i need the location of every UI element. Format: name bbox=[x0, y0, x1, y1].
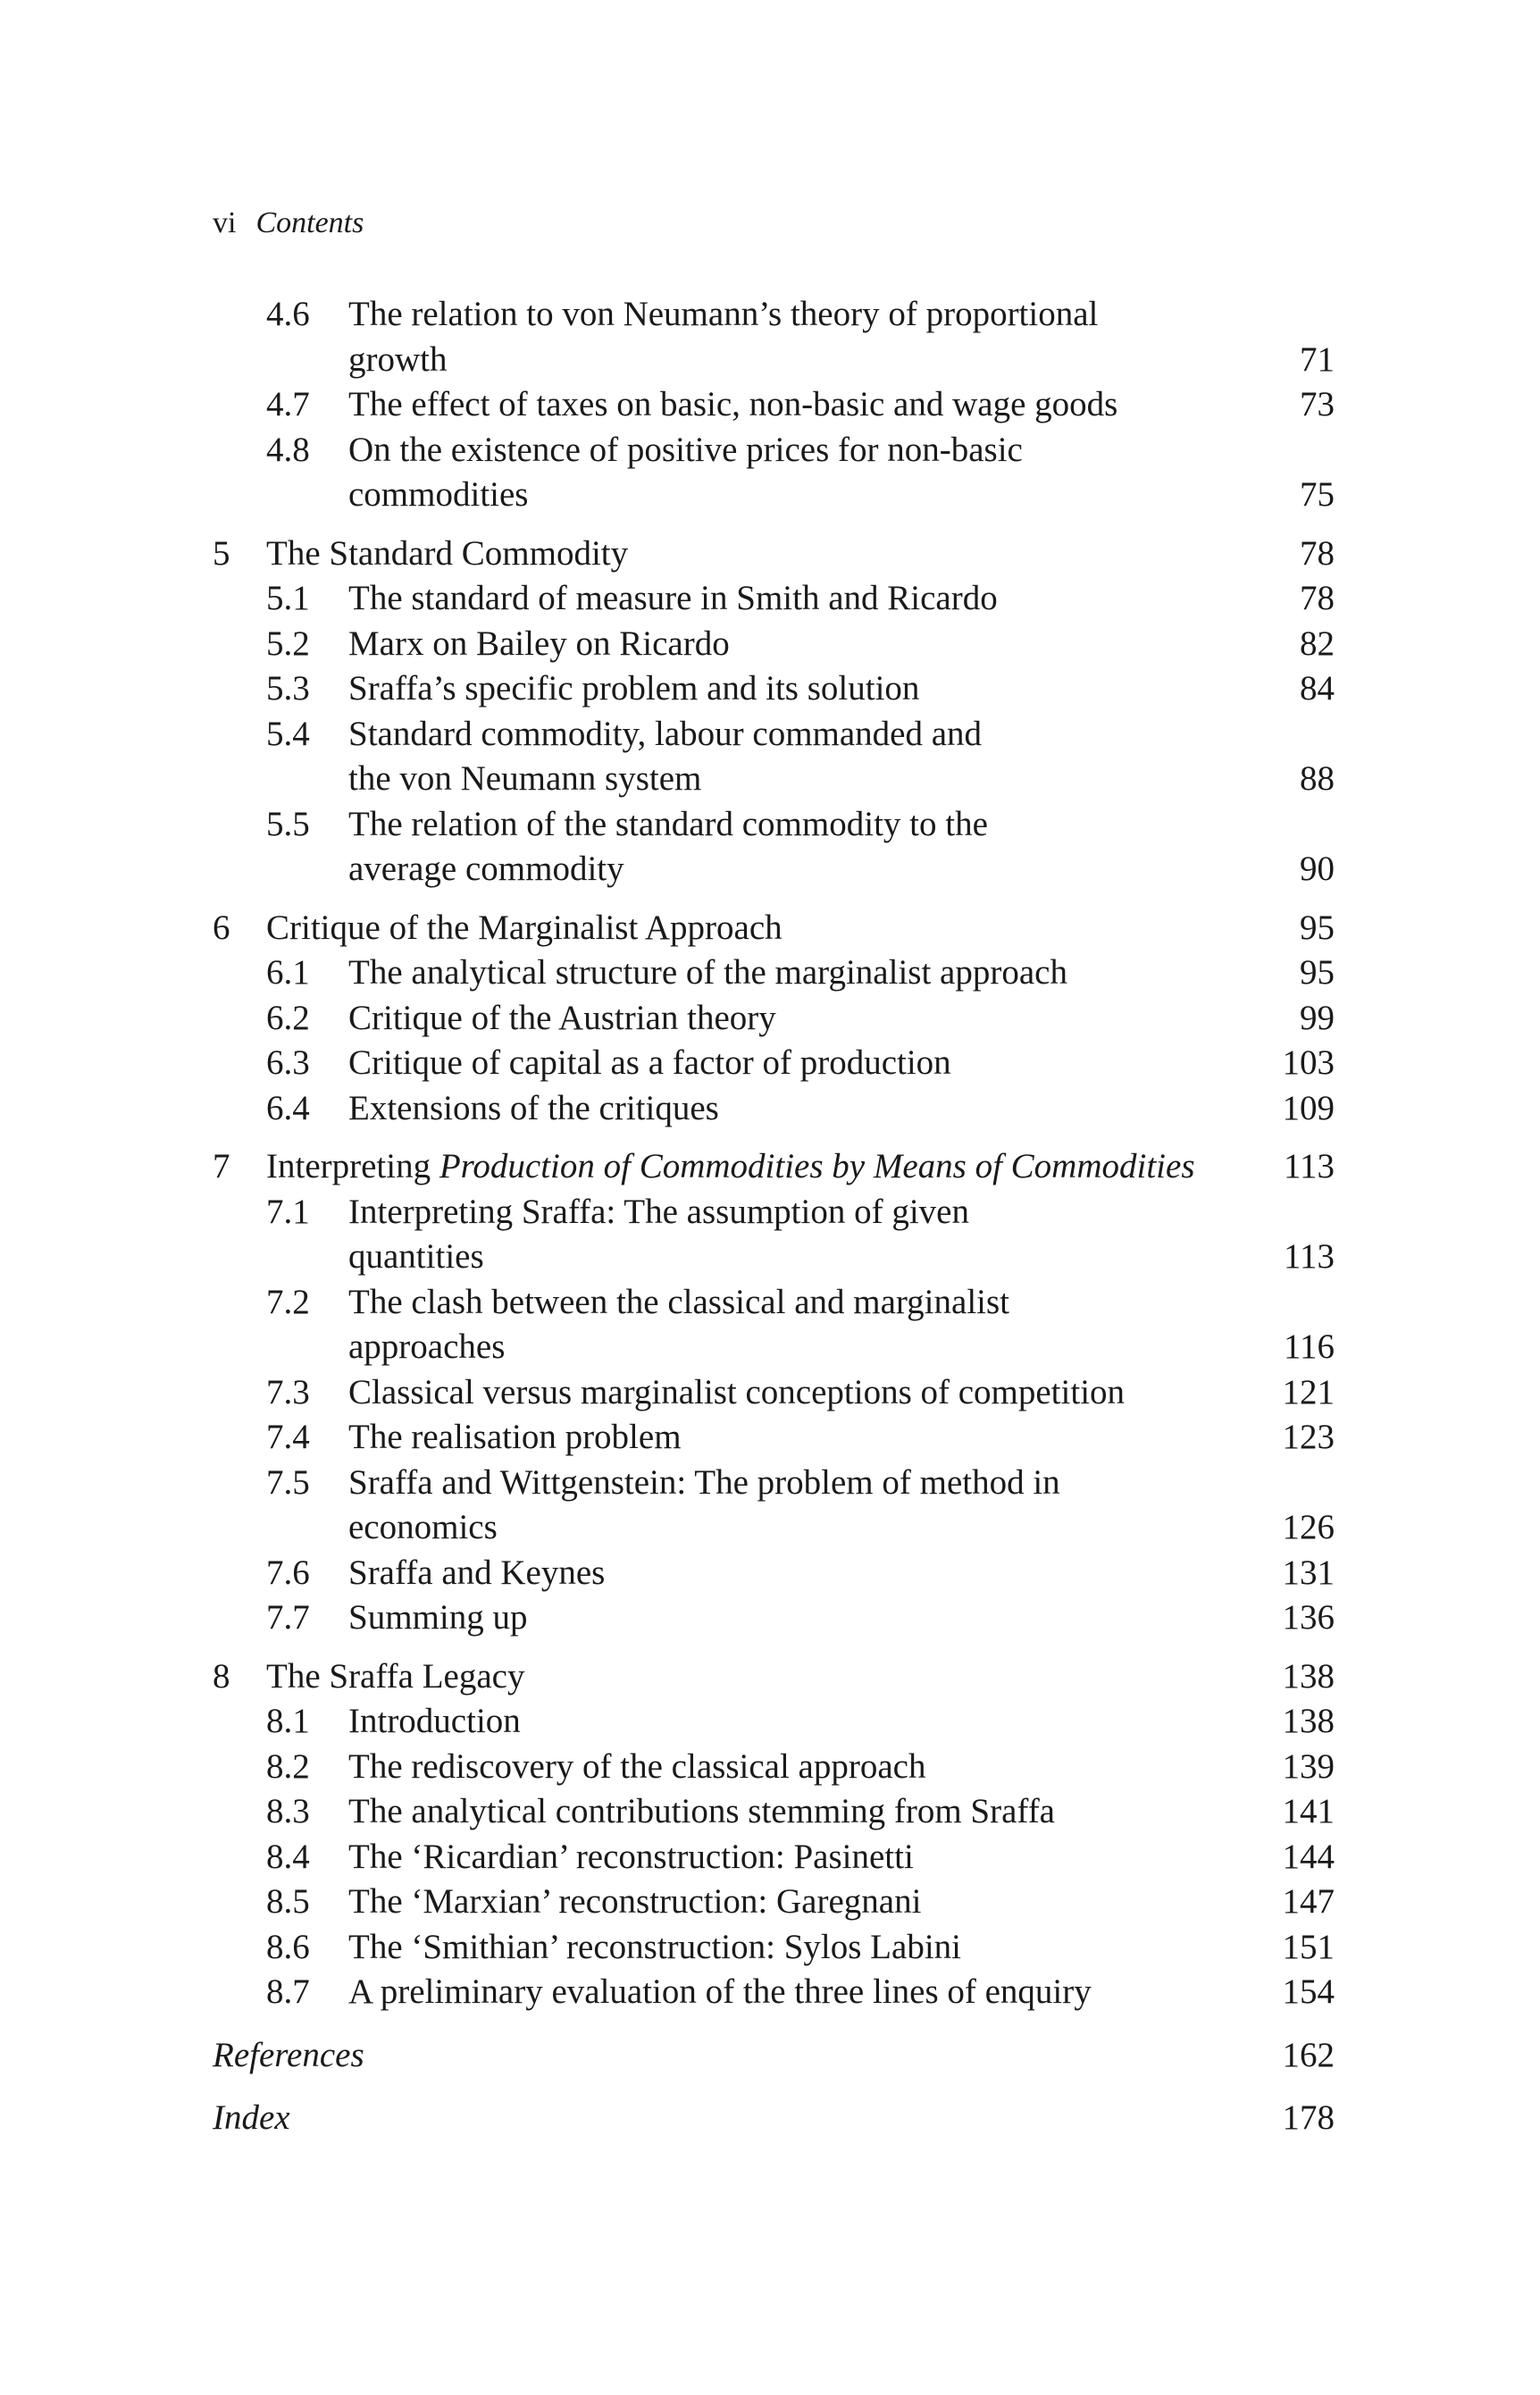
page-ref: 123 bbox=[1282, 1418, 1335, 1456]
section-number: 8.5 bbox=[266, 1882, 310, 1921]
page-ref: 116 bbox=[1283, 1327, 1335, 1366]
chapter-title-text: The Standard Commodity bbox=[266, 533, 629, 573]
section-number: 5.4 bbox=[266, 714, 310, 753]
section-number: 8.4 bbox=[266, 1837, 310, 1876]
chapter-title bbox=[266, 906, 783, 951]
section-entry bbox=[213, 428, 1335, 473]
section-number: 7.1 bbox=[266, 1192, 310, 1231]
section-number: 5.2 bbox=[266, 624, 310, 663]
back-matter-title: Index bbox=[213, 2098, 290, 2137]
page-ref: 144 bbox=[1282, 1837, 1335, 1876]
section-number: 7.5 bbox=[266, 1462, 310, 1502]
section-title: The relation to von Neumann’s theory of proportional bbox=[348, 295, 1099, 333]
section-number: 6.2 bbox=[266, 998, 310, 1037]
page-ref: 95 bbox=[1300, 908, 1335, 947]
chapter-number: 5 bbox=[213, 533, 230, 573]
section-title: The rediscovery of the classical approach bbox=[348, 1746, 926, 1786]
page-ref: 88 bbox=[1300, 759, 1335, 798]
chapter-title bbox=[266, 532, 628, 577]
page-ref: 138 bbox=[1282, 1656, 1335, 1696]
section-title: Standard commodity, labour commanded and bbox=[348, 714, 983, 753]
section-title: Marx on Bailey on Ricardo bbox=[348, 624, 730, 663]
section-title: economics bbox=[348, 1508, 498, 1546]
section-entry bbox=[213, 1086, 1335, 1132]
section-title: The relation of the standard commodity to the bbox=[348, 804, 988, 843]
section-title: Sraffa and Wittgenstein: The problem of method in bbox=[348, 1462, 1060, 1502]
section-number: 8.7 bbox=[266, 1972, 310, 2011]
section-entry bbox=[213, 1925, 1335, 1971]
page-ref: 75 bbox=[1300, 475, 1335, 514]
section-entry bbox=[213, 1595, 1335, 1641]
section-number: 7.2 bbox=[266, 1282, 310, 1321]
back-matter-title: References bbox=[213, 2035, 364, 2074]
section-title: average commodity bbox=[348, 850, 624, 888]
section-number: 4.7 bbox=[266, 385, 310, 423]
section-title: Extensions of the critiques bbox=[348, 1088, 719, 1127]
section-entry bbox=[213, 382, 1335, 428]
section-number: 5.1 bbox=[266, 579, 310, 617]
section-entry bbox=[213, 1551, 1335, 1596]
section-title: The effect of taxes on basic, non-basic and wage goods bbox=[348, 385, 1118, 423]
section-entry bbox=[213, 1745, 1335, 1790]
section-title: the von Neumann system bbox=[348, 759, 702, 798]
back-matter-entry bbox=[213, 2033, 1335, 2079]
section-number: 8.3 bbox=[266, 1792, 310, 1830]
toc-chapter-block bbox=[213, 1654, 1335, 2015]
toc-chapter-block bbox=[213, 532, 1335, 892]
section-title: Interpreting Sraffa: The assumption of given bbox=[348, 1192, 969, 1231]
page-ref: 82 bbox=[1300, 624, 1335, 663]
section-entry bbox=[213, 847, 1335, 892]
chapter-entry bbox=[213, 532, 1335, 577]
chapter-number: 8 bbox=[213, 1656, 230, 1696]
page-ref: 95 bbox=[1300, 953, 1335, 992]
toc-chapter-block bbox=[213, 906, 1335, 1132]
section-title: The analytical contributions stemming from Sraffa bbox=[348, 1792, 1055, 1830]
page-ref: 147 bbox=[1282, 1882, 1335, 1921]
page-ref: 162 bbox=[1282, 2035, 1335, 2074]
section-title: The clash between the classical and marginalist bbox=[348, 1282, 1010, 1321]
section-title: Sraffa’s specific problem and its solution bbox=[348, 669, 920, 708]
section-number: 7.6 bbox=[266, 1553, 310, 1592]
section-title: The ‘Smithian’ reconstruction: Sylos Labini bbox=[348, 1927, 961, 1966]
section-number: 7.7 bbox=[266, 1598, 310, 1637]
page-ref: 113 bbox=[1283, 1147, 1335, 1185]
page-ref: 90 bbox=[1300, 850, 1335, 888]
section-entry bbox=[213, 950, 1335, 996]
section-title: Critique of the Austrian theory bbox=[348, 998, 776, 1037]
section-entry bbox=[213, 622, 1335, 667]
page-ref: 78 bbox=[1300, 579, 1335, 617]
page-ref: 178 bbox=[1282, 2098, 1335, 2137]
section-title: On the existence of positive prices for non-basic bbox=[348, 430, 1023, 469]
section-entry bbox=[213, 1415, 1335, 1461]
chapter-title bbox=[266, 1144, 1195, 1190]
running-title: Contents bbox=[255, 206, 364, 239]
section-number: 7.3 bbox=[266, 1372, 310, 1411]
chapter-title-text: Critique of the Marginalist Approach bbox=[266, 908, 783, 947]
section-number: 8.1 bbox=[266, 1702, 310, 1740]
chapter-title bbox=[266, 1654, 524, 1700]
section-title: The ‘Marxian’ reconstruction: Garegnani bbox=[348, 1882, 922, 1921]
chapter-entry bbox=[213, 906, 1335, 951]
section-entry bbox=[213, 1370, 1335, 1416]
section-entry bbox=[213, 712, 1335, 758]
section-entry bbox=[213, 1789, 1335, 1835]
page-ref: 71 bbox=[1300, 339, 1335, 379]
toc-chapter-block bbox=[213, 292, 1335, 518]
chapter-number: 7 bbox=[213, 1147, 230, 1185]
chapter-title-text: The Sraffa Legacy bbox=[266, 1656, 525, 1696]
section-title: growth bbox=[348, 339, 448, 379]
section-entry bbox=[213, 1880, 1335, 1925]
page-ref: 99 bbox=[1300, 998, 1335, 1037]
section-number: 8.2 bbox=[266, 1746, 310, 1786]
page-ref: 138 bbox=[1282, 1702, 1335, 1740]
page-ref: 151 bbox=[1282, 1927, 1335, 1966]
toc-chapter-block bbox=[213, 1144, 1335, 1641]
section-title: Classical versus marginalist conceptions of competition bbox=[348, 1372, 1126, 1411]
section-title: commodities bbox=[348, 475, 529, 514]
section-entry bbox=[213, 1190, 1335, 1235]
section-number: 4.6 bbox=[266, 295, 310, 333]
section-title: Sraffa and Keynes bbox=[348, 1553, 606, 1592]
page-ref: 141 bbox=[1282, 1792, 1335, 1830]
page-ref: 84 bbox=[1300, 669, 1335, 708]
section-title: Introduction bbox=[348, 1702, 521, 1740]
section-entry bbox=[213, 1325, 1335, 1370]
section-number: 7.4 bbox=[266, 1418, 310, 1456]
section-title: Critique of capital as a factor of production bbox=[348, 1043, 951, 1082]
page-ref: 154 bbox=[1282, 1972, 1335, 2011]
page-ref: 73 bbox=[1300, 385, 1335, 423]
page-ref: 126 bbox=[1282, 1508, 1335, 1546]
section-number: 5.5 bbox=[266, 804, 310, 843]
section-entry bbox=[213, 576, 1335, 622]
section-title: The standard of measure in Smith and Ricardo bbox=[348, 579, 998, 617]
section-entry bbox=[213, 1235, 1335, 1280]
chapter-entry bbox=[213, 1654, 1335, 1700]
page-ref: 109 bbox=[1282, 1088, 1335, 1127]
section-title: approaches bbox=[348, 1327, 506, 1366]
page-ref: 103 bbox=[1282, 1043, 1335, 1082]
page-ref: 136 bbox=[1282, 1598, 1335, 1637]
page-ref: 139 bbox=[1282, 1746, 1335, 1786]
section-title: Summing up bbox=[348, 1598, 528, 1637]
section-entry bbox=[213, 1505, 1335, 1551]
section-title: The realisation problem bbox=[348, 1418, 682, 1456]
table-of-contents bbox=[213, 292, 1335, 2141]
section-number: 8.6 bbox=[266, 1927, 310, 1966]
section-entry bbox=[213, 996, 1335, 1042]
section-entry bbox=[213, 1835, 1335, 1880]
section-entry bbox=[213, 1461, 1335, 1506]
chapter-number: 6 bbox=[213, 908, 230, 947]
page-number: vi bbox=[213, 206, 237, 239]
section-entry bbox=[213, 802, 1335, 848]
section-number: 6.4 bbox=[266, 1088, 310, 1127]
section-number: 6.3 bbox=[266, 1043, 310, 1082]
page-ref: 121 bbox=[1282, 1372, 1335, 1411]
chapter-title-italic: Production of Commodities by Means of Commodities bbox=[439, 1147, 1195, 1185]
page-ref: 78 bbox=[1300, 533, 1335, 573]
section-entry bbox=[213, 473, 1335, 518]
section-title: The ‘Ricardian’ reconstruction: Pasinetti bbox=[348, 1837, 914, 1876]
section-entry bbox=[213, 338, 1335, 383]
section-entry bbox=[213, 757, 1335, 802]
section-number: 5.3 bbox=[266, 669, 310, 708]
back-matter-entry bbox=[213, 2096, 1335, 2141]
chapter-entry bbox=[213, 1144, 1335, 1190]
section-title: The analytical structure of the marginalist approach bbox=[348, 953, 1067, 992]
section-title: quantities bbox=[348, 1237, 484, 1276]
section-entry bbox=[213, 1280, 1335, 1326]
page-ref: 131 bbox=[1282, 1553, 1335, 1592]
section-entry bbox=[213, 1041, 1335, 1086]
section-entry bbox=[213, 292, 1335, 338]
section-title: A preliminary evaluation of the three lines of enquiry bbox=[348, 1972, 1092, 2011]
section-entry bbox=[213, 666, 1335, 712]
section-entry bbox=[213, 1699, 1335, 1745]
back-matter-line bbox=[213, 2096, 1335, 2141]
chapter-title-text: Interpreting bbox=[266, 1147, 439, 1185]
section-number: 6.1 bbox=[266, 953, 310, 992]
page-ref: 113 bbox=[1283, 1237, 1335, 1276]
running-header bbox=[213, 201, 364, 246]
back-matter-line bbox=[213, 2033, 1335, 2079]
section-number: 4.8 bbox=[266, 430, 310, 469]
section-entry bbox=[213, 1970, 1335, 2015]
